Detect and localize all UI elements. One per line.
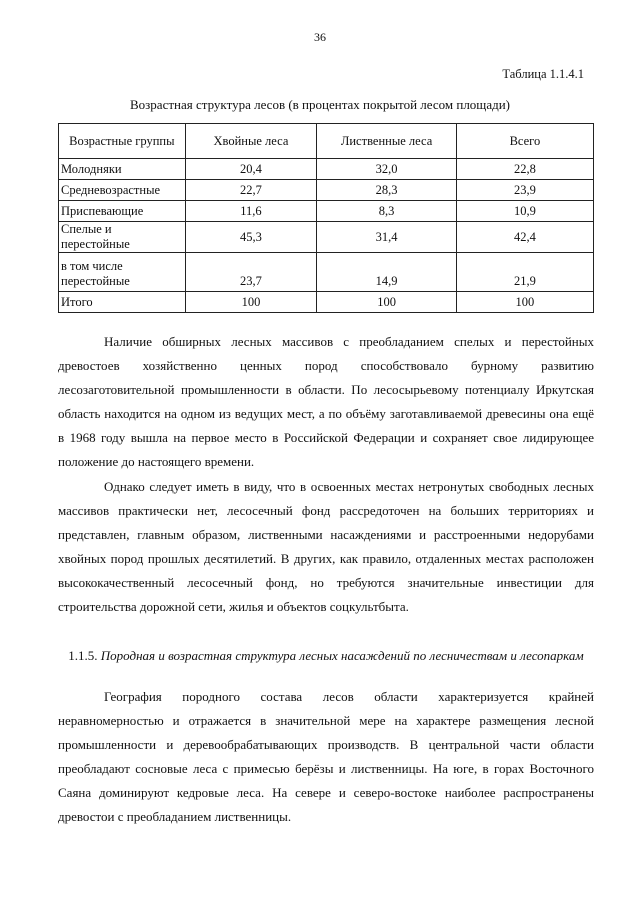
cell-total: 22,8: [456, 159, 593, 180]
cell-total: 10,9: [456, 201, 593, 222]
section-heading: [58, 648, 594, 664]
row-label: Средневозрастные: [59, 180, 186, 201]
header-coniferous: Хвойные леса: [185, 124, 317, 159]
paragraph-species-geography: География породного состава лесов области характеризуется крайней неравномерностью и отражается в значительной мере на характере размещения лесной промышленности и деревообрабатывающих производств. В центральной части области преобладают сосновые леса с примесью берёзы и лиственницы. На юге, в горах Восточного Саяна доминируют кедровые леса. На севере и северо-востоке наиболее распространены древостои с преобладанием лиственницы.: [58, 689, 594, 824]
cell-coniferous: 22,7: [185, 180, 317, 201]
cell-coniferous: 100: [185, 292, 317, 313]
table-caption: Возрастная структура лесов (в процентах покрытой лесом площади): [130, 97, 510, 112]
page-number: 36: [314, 30, 326, 44]
cell-deciduous: 8,3: [317, 201, 457, 222]
cell-coniferous: 23,7: [185, 253, 317, 292]
header-age-groups: Возрастные группы: [59, 124, 186, 159]
cell-deciduous: 100: [317, 292, 457, 313]
cell-deciduous: 31,4: [317, 222, 457, 253]
row-label: Итого: [59, 292, 186, 313]
cell-coniferous: 11,6: [185, 201, 317, 222]
table-row: [59, 201, 594, 222]
header-deciduous: Лиственные леса: [317, 124, 457, 159]
row-label: Молодняки: [59, 159, 186, 180]
cell-total: 21,9: [456, 253, 593, 292]
header-total: Всего: [456, 124, 593, 159]
section-title: Породная и возрастная структура лесных насаждений по лесничествам и лесопаркам: [100, 648, 584, 663]
cell-deciduous: 14,9: [317, 253, 457, 292]
row-label: Спелые и перестойные: [59, 222, 186, 253]
table-row: [59, 292, 594, 313]
table-row: [59, 222, 594, 253]
cell-coniferous: 20,4: [185, 159, 317, 180]
paragraph-logging-fund: Однако следует иметь в виду, что в освоенных местах нетронутых свободных лесных массивов практически нет, лесосечный фонд рассредоточен на больших территориях и представлен, главным образом, лиственными насаждениями и расстроенными недорубами хвойных пород прошлых десятилетий. В других, как правило, отдаленных местах расположен высококачественный лесосечный фонд, но требуются значительные инвестиции для строительства дорожной сети, жилья и объектов соцкультбыта.: [58, 479, 594, 614]
table-row: [59, 180, 594, 201]
cell-coniferous: 45,3: [185, 222, 317, 253]
table-label: Таблица 1.1.4.1: [502, 67, 584, 81]
cell-total: 42,4: [456, 222, 593, 253]
section-number: 1.1.5.: [68, 648, 98, 663]
cell-total: 100: [456, 292, 593, 313]
cell-total: 23,9: [456, 180, 593, 201]
row-label: в том числе перестойные: [59, 253, 186, 292]
table-row: [59, 159, 594, 180]
paragraph-forest-resources: Наличие обширных лесных массивов с преобладанием спелых и перестойных древостоев хозяйственно ценных пород способствовало бурному развитию лесозаготовительной промышленности в области. По лесосырьевому потенциалу Иркутская область находится на одном из ведущих мест, а по объёму заготавливаемой древесины она ещё в 1968 году вышла на первое место в Российской Федерации и сохраняет свое лидирующее положение до настоящего времени.: [58, 334, 594, 469]
table-row: [59, 253, 594, 292]
row-label: Приспевающие: [59, 201, 186, 222]
cell-deciduous: 32,0: [317, 159, 457, 180]
age-structure-table: [58, 123, 594, 313]
cell-deciduous: 28,3: [317, 180, 457, 201]
table-header-row: [59, 124, 594, 159]
